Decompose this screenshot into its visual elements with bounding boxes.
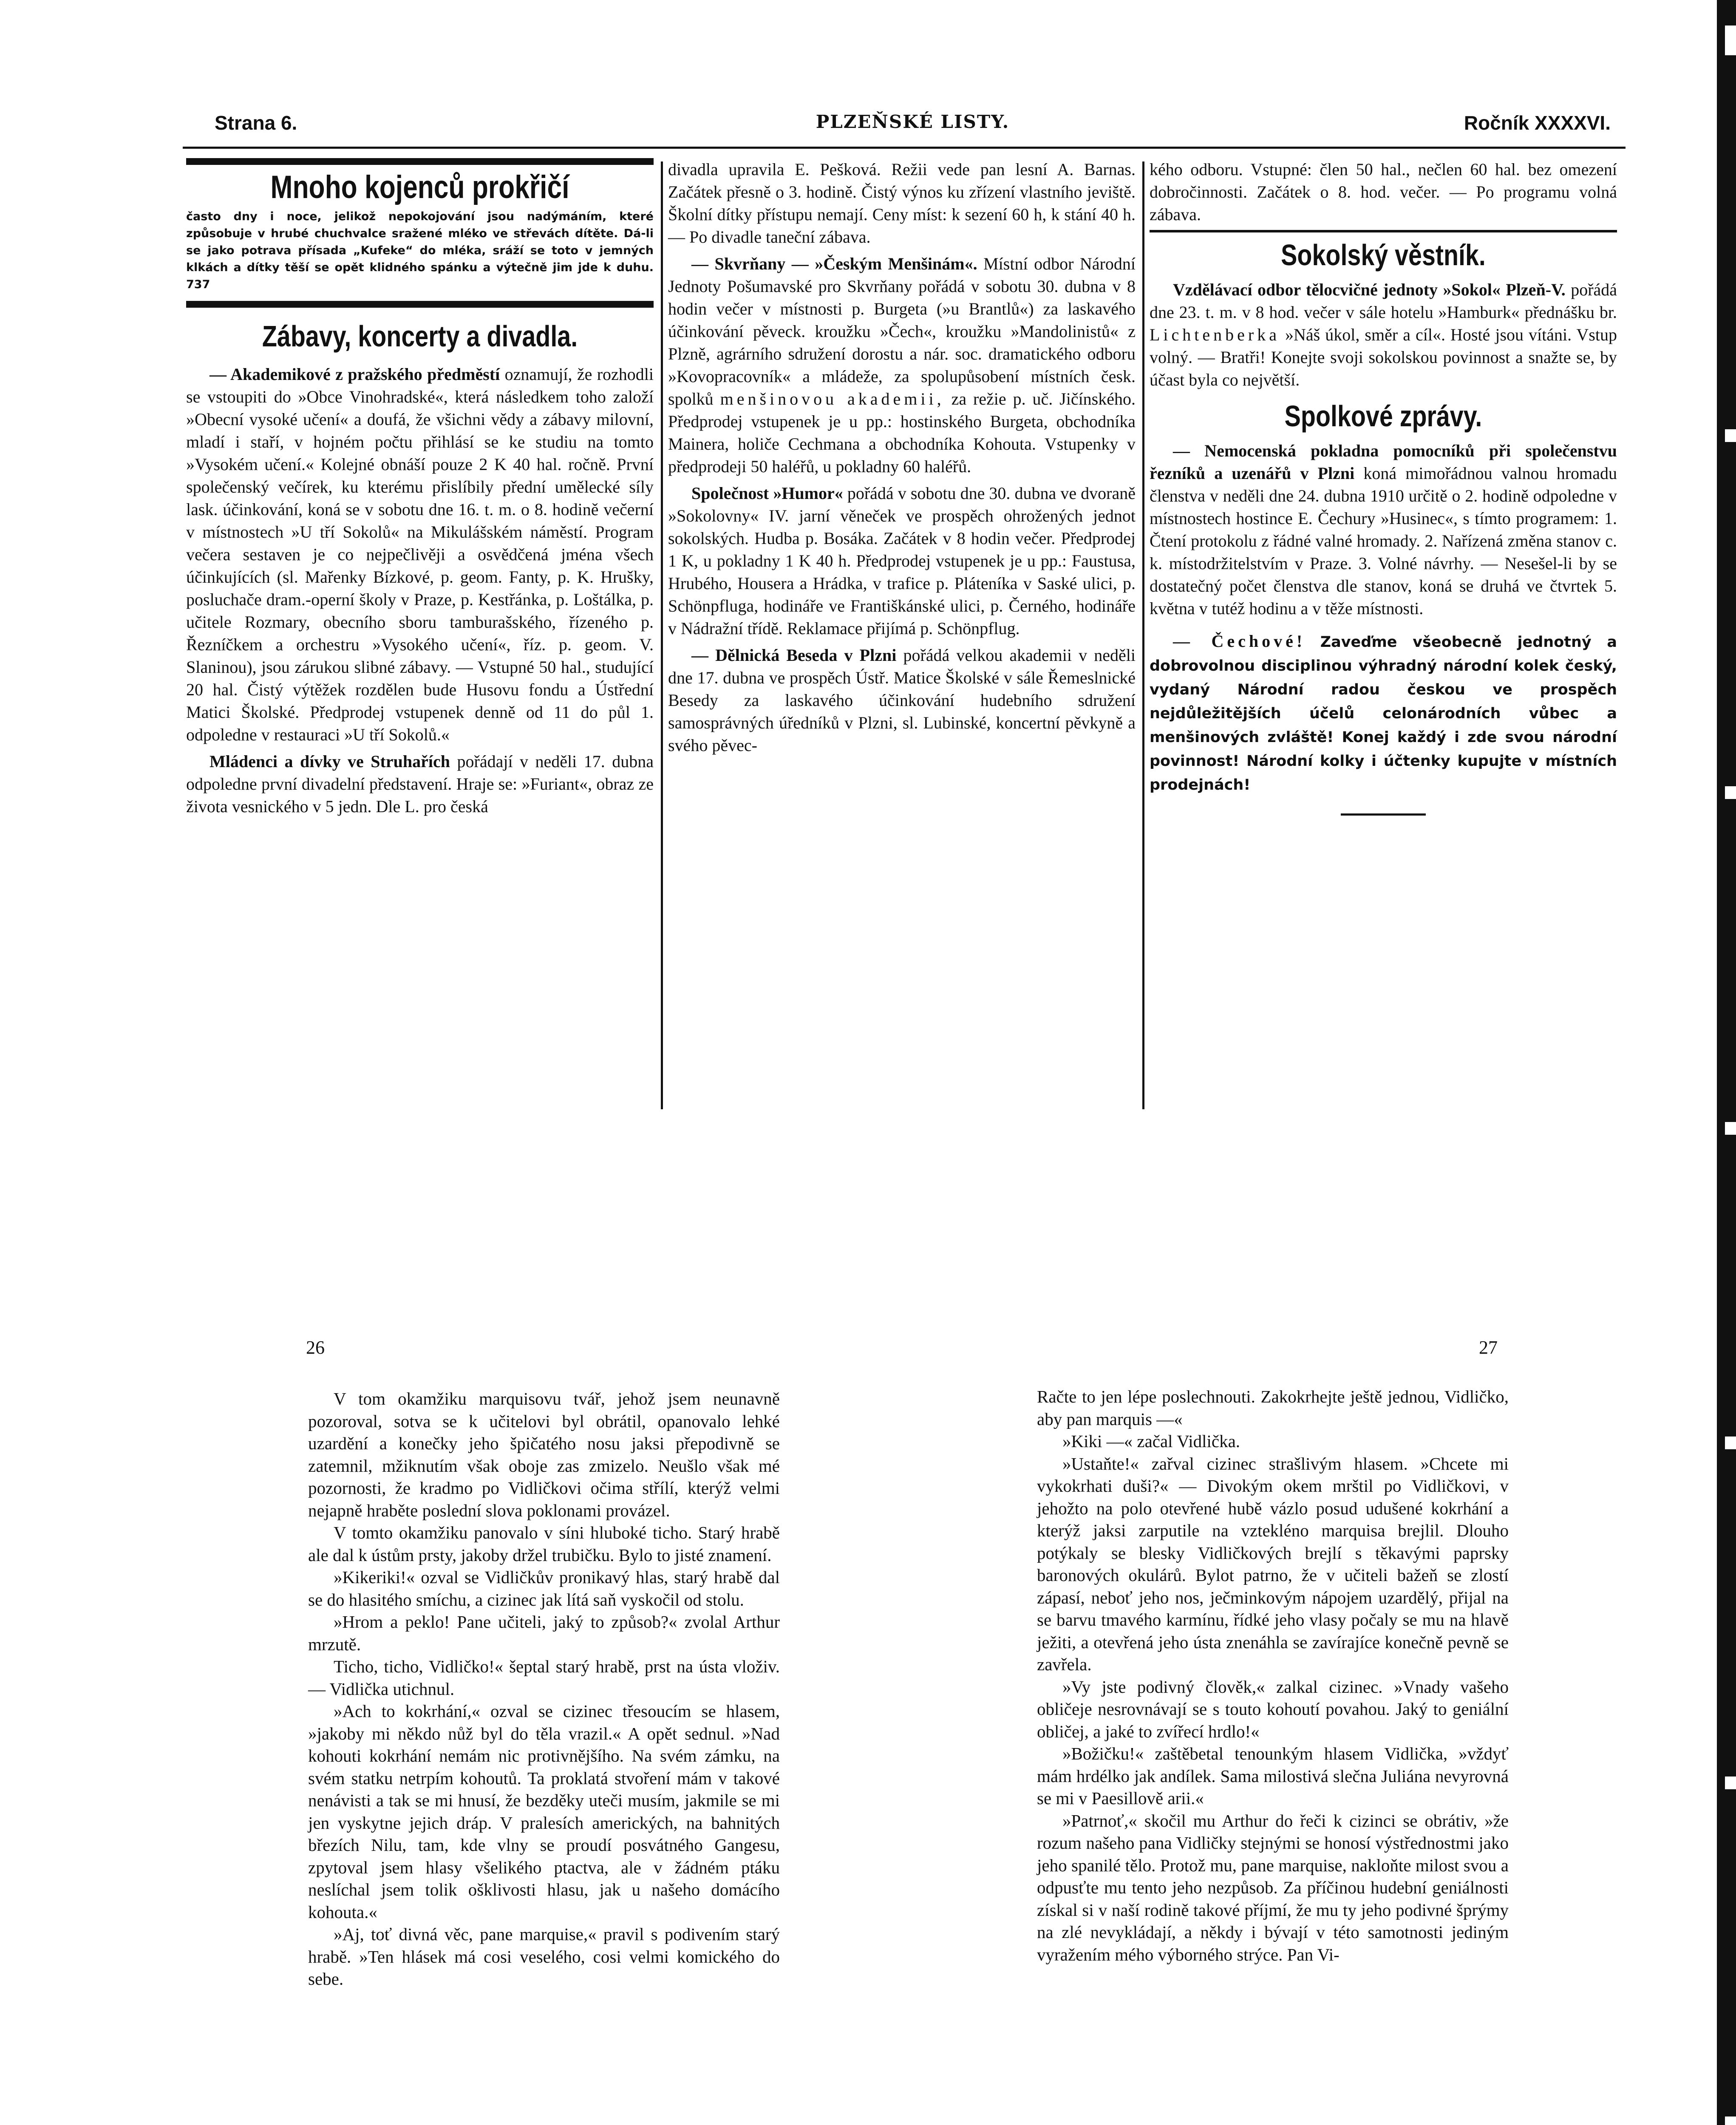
paragraph: »Patrnoť,« skočil mu Arthur do řeči k cizinci se obrátiv, »že rozum našeho pana Vidličky stejnými se honosí výstřednostmi jako jeho spanilé tělo. Protož mu, pane marquise, nakloňte milost svou a odpusťte mu tento jeho nezpůsob. Za příčinou hudební geniálnosti získal si v naší rodině takové příjmí, že mu ty jeho podivné šprýmy na zlé nevykládají, a někdy i bývají v této samotnosti jediným vyražením mého výborného strýce. Pan Vi- [1037, 1810, 1509, 1964]
paragraph: »Božičku!« zaštěbetal tenounkým hlasem Vidlička, »vždyť mám hrdélko jak andílek. Sama milostivá slečna Juliána nevyrovná se mi v Paesillově arii.« [1037, 1744, 1509, 1808]
article-spaced-text: Lichtenberka [1150, 325, 1280, 344]
article-academics [186, 363, 654, 746]
article-continued: divadla upravila E. Pešková. Režii vede pan lesní A. Barnas. Začátek přesně o 3. hodině. Čistý výnos ku zřízení vlastního jeviště. Školní dítky přístupu nemají. Ceny míst: k sezení 60 h, k stání 40 h. — Po divadle taneční zábava. [668, 160, 1136, 246]
column-3 [1150, 158, 1617, 816]
paragraph: V tom okamžiku marquisovu tvář, jehož jsem neunavně pozoroval, sotva se k učitelovi byl obrátil, opanovalo lehké uzardění a konečky jeho špičatého nosu jaksi přepodivně se zatemnil, mžiknutím však oboje zas zmizelo. Neušlo však mé pozornosti, že kradmo po Vidličkovi očima střílí, kterýž velmi nejapně hraběte poslední slova poklonami provázel. [308, 1389, 780, 1520]
paragraph: »Hrom a peklo! Pane učiteli, jaký to způsob?« zvolal Arthur mrzutě. [308, 1612, 780, 1654]
scan-notch [1725, 2116, 1736, 2125]
article-text: Místní odbor Národní Jednoty Pošumavské pro Skvrňany pořádá v sobotu 30. dubna v 8 hodin večer v místnosti p. Burgeta (»u Brantlů«) za laskavého účinkování pěveck. kroužku »Čech«, kroužku »Mandolinistů« z Plzně, agrárního sdružení dorostu a nár. soc. dramatického odboru »Kovopracovník« a mládeže, za spolupůsobení místních česk. spolků [668, 254, 1136, 408]
closing-rule [1341, 813, 1426, 816]
paragraph: Račte to jen lépe poslechnouti. Zakokrhejte ještě jednou, Vidličko, aby pan marquis —« [1037, 1387, 1509, 1429]
paragraph: »Ach to kokrhání,« ozval se cizinec třesoucím se hlasem, »jakoby mi někdo nůž byl do těla vrazil.« A opět sednul. »Nad kohouti kokrhání nemám nic protivnějšího. Na svém zámku, na svém statku netrpím kohoutů. Ta proklatá stvoření mám v takové nenávisti a tak se mi hnusí, že bezděky uteči musím, jakmile se mi jen vyskytne jejich dráp. V pralesích amerických, na bahnitých březích Nilu, tam, kde vlny se proudí posvátného Gangesu, zpytoval jsem hlasy všelikého ptactva, ale v žádném ptáku neslíchal jsem tolik ošklivosti hlasu, jak u našeho domácího kohouta.« [308, 1701, 780, 1922]
section-rule [1150, 230, 1617, 232]
ad-bottom-bar [186, 301, 654, 308]
header-rule [183, 147, 1626, 149]
article-text: koná mimořádnou valnou hromadu členstva v neděli dne 24. dubna 1910 určitě o 2. hodině odpoledne v místnostech hostince E. Čechury »Husinec«, s tímto programem: 1. Čtení protokolu z řádné valné hromady. 2. Nařízená změna stanov c. k. místodržitelstvím v Praze. 3. Volné návrhy. — Nesešel-li by se dostatečný počet členstva dle stanov, koná se druhá ve čtvrtek 5. května v tutéž hodinu a v těže místnosti. [1150, 464, 1617, 618]
section-heading-associations: Spolkové zprávy. [1284, 400, 1482, 433]
article-delnicka-beseda [668, 644, 1136, 756]
article-lead: — Akademikové z pražského předměstí [210, 365, 500, 384]
page-header [215, 111, 1611, 141]
article-text: Zaveďme všeobecně jednotný a dobrovolnou disciplinou výhradný národní kolek český, vydaný Národní radou českou ve prospěch nejdůležitějších účelů celonárodních vůbec a menšinových zvláště! Konej každý i zde svou národní povinnost! Národní kolky i účtenky kupujte v místních prodejnách! [1150, 634, 1617, 793]
article-nemocenska [1150, 439, 1617, 620]
article-spaced-text: menšinovou akademii, [720, 389, 945, 408]
ad-text: často dny i noce, jelikož nepokojování jsou nadýmáním, které způsobuje v hrubé chuchvalce sražené mléko ve střevách dítěte. Dá-li se jako potrava přísada „Kufeke“ do mléka, sráží se toto v jemných klkách a dítky těší se opět klidného spánku a výtečně jim jde k duhu. 737 [186, 210, 654, 291]
paragraph: »Ustaňte!« zařval cizinec strašlivým hlasem. »Chcete mi vykokrhati duši?« — Divokým okem mrštil po Vidličkovi, v jehožto na polo otevřené hubě vázlo posud udušené kokrhání a kterýž jaksi zarputile na vztekléno marquisa brejlil. Dlouho potýkaly se blesky Vidličkových brejlí s těkavými paprsky baronových okulárů. Bylot patrno, že v učiteli bažeň se zlostí zápasí, neboť jeho nos, ječminkovým nápojem uzardělý, přijal na se barvu tmavého karmínu, řídké jeho vlasy počaly se mu na hlavě ježiti, a otevřená jeho ústa znenáhla se zavírajíce konečně pevně se zavřela. [1037, 1454, 1509, 1674]
column-divider [661, 162, 663, 1109]
column-1 [186, 158, 654, 822]
article-lead: — Čechové! [1173, 632, 1306, 651]
scan-notch [1725, 1776, 1736, 1789]
scan-notch [1725, 26, 1736, 55]
article-text: pořádají v neděli 17. dubna odpoledne první divadelní představení. Hraje se: »Furiant«, obraz ze života vesnického v 5 jedn. Dle L. pro česká [186, 752, 654, 816]
article-struharice [186, 750, 654, 818]
article-text: za režie p. uč. Jičínského. Předprodej vstupenek je u pp.: hostinského Burgeta, obchodníka Mainera, holiče Cechmana a obchodníka Kohouta. Vstupenky v předprodeji 50 haléřů, u pokladny 60 haléřů. [668, 389, 1136, 476]
scan-notch [1725, 786, 1736, 799]
column-2 [668, 158, 1136, 761]
article-lead: — Skvrňany — »Českým Menšinám«. [691, 254, 977, 273]
article-text: »Náš úkol, směr a cíl«. Hosté jsou vítáni. Vstup volný. — Bratři! Konejte svoji sokolskou povinnost a snažte se, by účast byla co největší. [1150, 325, 1617, 389]
paragraph: V tomto okamžiku panovalo v síni hluboké ticho. Starý hrabě ale dal k ústům prsty, jakoby držel trubičku. Bylo to jisté znamení. [308, 1523, 780, 1565]
article-continued: kého odboru. Vstupné: člen 50 hal., nečlen 60 hal. bez omezení dobročinnosti. Začátek o 8. hod. večer. — Po programu volná zábava. [1150, 160, 1617, 224]
article-text: pořádá velkou akademii v neděli dne 17. dubna ve prospěch Ústř. Matice Školské v sále Řemeslnické Besedy za laskavého účinkování hudebního sdružení samosprávných úředníků v Plzni, sl. Lubinské, koncertní pěvkyně a svého pěvec- [668, 646, 1136, 755]
kufeke-advertisement [186, 169, 654, 293]
article-text: oznamují, že rozhodli se vstoupiti do »Obce Vinohradské«, která následkem toho založí »Obecní vysoké učení« a doufá, že všichni vědy a zábavy milovní, mladí i staří, v hojném počtu přihlásí se ke studiu na tomto »Vysokém učení.« Kolejné obnáší pouze 2 K 40 hal. ročně. První společenský večírek, ku kterému přislíbily přední umělecké síly lask. účinkování, koná se v sobotu dne 16. t. m. o 8. hodině večerní v místnostech »U tří Sokolů« na Mikulášském náměstí. Program večera sestaven je co nejpečlivěji a osvědčená jména všech účinkujících (sl. Mařenky Bízkové, p. geom. Fanty, p. K. Hrušky, posluchače dram.-operní školy v Praze, p. Kestřánka, p. Loštálka, p. učitele Rozmary, obecního sboru tamburašského, řízeného p. Řezníčkem a orchestru »Vysokého učení«, říz. p. geom. V. Slaninou), jsou zárukou slibné zábavy. — Vstupné 50 hal., studující 20 hal. Čistý výtěžek rozdělen bude Husovu fondu a Ústřední Matici Školské. Předprodej vstupenek denně od 11 do půl 1. odpoledne v restauraci »U tří Sokolů.« [186, 365, 654, 744]
section-heading-entertainment: Zábavy, koncerty a divadla. [262, 320, 578, 353]
page-label: Strana 6. [215, 112, 297, 134]
ad-heading: Mnoho kojenců prokřičí [270, 169, 569, 205]
volume-label: Ročník XXXXVI. [1464, 112, 1611, 134]
paragraph: »Kiki —« začal Vidlička. [1062, 1431, 1240, 1451]
book-page-left [308, 1388, 780, 1990]
newspaper-title: PLZEŇSKÉ LISTY. [816, 111, 1010, 132]
article-text: pořádá v sobotu dne 30. dubna ve dvoraně »Sokolovny« IV. jarní věneček ve prospěch ohrožených jednot sokolských. Hudba p. Bosáka. Začátek v 8 hodin večer. Předprodej 1 K, u pokladny 1 K 40 h. Předprodej vstupenek je u pp.: Faustusa, Hrubého, Housera a Hrádka, v trafice p. Pláteníka v Saské ulici, p. Schönpfluga, hodináře ve Františkánské ulici, p. Černého, hodináře v Nádražní třídě. Reklamace přijímá p. Schönpflug. [668, 484, 1136, 638]
article-lead: — Nemocenská pokladna pomocníků při společenstvu řezníků a uzenářů v Plzni [1150, 441, 1617, 483]
scan-edge [1717, 0, 1736, 2125]
page-number-right: 27 [1479, 1337, 1498, 1358]
paragraph: Ticho, ticho, Vidličko!« šeptal starý hrabě, prst na ústa vloživ. — Vidlička utichnul. [308, 1657, 780, 1699]
book-page-right [1037, 1386, 1509, 1966]
scan-notch [1725, 1122, 1736, 1135]
article-lead: Mládenci a dívky ve Struhařích [210, 752, 450, 771]
article-lead: Společnost »Humor« [691, 484, 843, 503]
scan-notch [1725, 1436, 1736, 1449]
article-lead: Vzdělávací odbor tělocvičné jednoty »Sokol« Plzeň-V. [1173, 280, 1566, 299]
paragraph: »Aj, toť divná věc, pane marquise,« pravil s podivením starý hrabě. »Ten hlásek má cosi veselého, cosi velmi komického do sebe. [308, 1924, 780, 1989]
article-humor [668, 482, 1136, 640]
paragraph: »Kikeriki!« ozval se Vidličkův pronikavý hlas, starý hrabě dal se do hlasitého smíchu, a cizinec jak lítá saň vyskočil od stolu. [308, 1567, 780, 1609]
article-text: pořádá dne 23. t. m. v 8 hod. večer v sále hotelu »Hamburk« přednášku br. [1150, 280, 1617, 322]
section-heading-sokol: Sokolský věstník. [1281, 238, 1486, 272]
scan-notch [1725, 429, 1736, 442]
article-skvrnany [668, 252, 1136, 478]
article-sokol [1150, 278, 1617, 391]
ad-top-bar [186, 158, 654, 165]
page-number-left: 26 [306, 1337, 325, 1358]
column-divider [1142, 162, 1144, 1109]
article-lead: — Dělnická Beseda v Plzni [691, 646, 897, 665]
article-cechove [1150, 630, 1617, 796]
paragraph: »Vy jste podivný člověk,« zalkal cizinec. »Vnady vašeho obličeje nesrovnávají se s touto kohoutí povahou. Jaký to geniální obličej, a jaké to zvířecí hrdlo!« [1037, 1677, 1509, 1741]
